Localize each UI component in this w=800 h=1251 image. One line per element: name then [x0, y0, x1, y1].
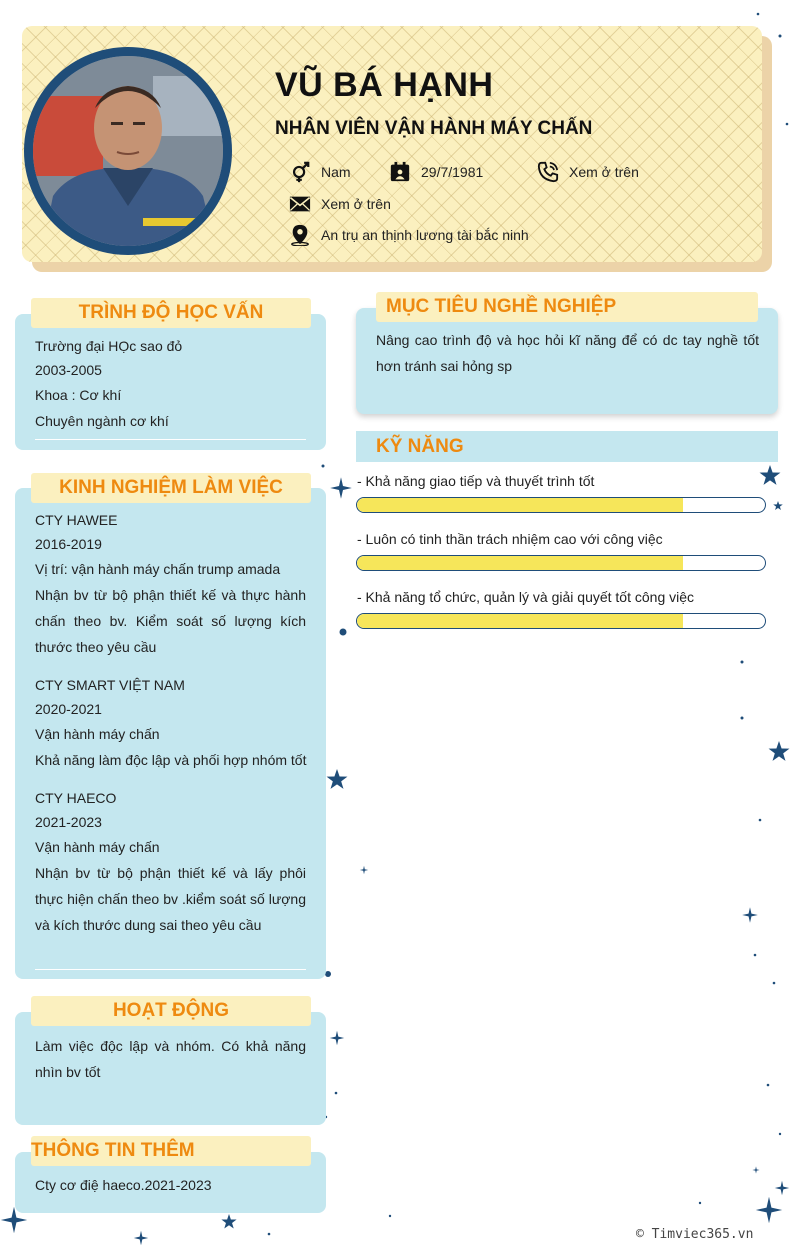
email-info: [289, 193, 391, 215]
phone-icon: [537, 161, 559, 183]
education-divider: [35, 439, 306, 440]
skill-name: - Luôn có tinh thần trách nhiệm cao với công việc: [357, 531, 663, 547]
skills-title: KỸ NĂNG: [356, 431, 778, 462]
experience-divider: [35, 969, 306, 970]
experience-period: 2020-2021: [35, 701, 102, 717]
candidate-name: VŨ BÁ HẠNH: [275, 66, 494, 104]
skill-bar: [356, 555, 766, 571]
experience-description: Nhận bv từ bộ phận thiết kế và thực hành chấn theo bv. Kiểm soát số lượng kích thước theo yêu cầu: [35, 587, 306, 655]
experience-period: 2021-2023: [35, 814, 102, 830]
address-value: An trụ an thịnh lương tài bắc ninh: [321, 227, 529, 243]
experience-company: CTY SMART VIỆT NAM: [35, 677, 185, 693]
skill-bar: [356, 497, 766, 513]
experience-company: CTY HAECO: [35, 790, 117, 806]
location-pin-icon: [289, 224, 311, 246]
education-major: Chuyên ngành cơ khí: [35, 413, 169, 429]
email-value: Xem ở trên: [321, 196, 391, 212]
activities-text: Làm việc độc lập và nhóm. Có khả năng nhìn bv tốt: [35, 1038, 306, 1080]
education-years: 2003-2005: [35, 362, 102, 378]
experience-position: Vị trí: vận hành máy chấn trump amada: [35, 561, 281, 577]
education-title: TRÌNH ĐỘ HỌC VẤN: [31, 298, 311, 328]
address-info: [289, 224, 529, 246]
birthday-info: [389, 161, 483, 183]
phone-info: [537, 161, 639, 183]
experience-title: KINH NGHIỆM LÀM VIỆC: [31, 473, 311, 503]
education-school: Trường đại HỌc sao đỏ: [35, 338, 183, 354]
gender-icon: [289, 161, 311, 183]
experience-description: Khả năng làm độc lập và phối hợp nhóm tốt: [35, 752, 307, 768]
profile-photo: [24, 47, 232, 255]
objective-title: MỤC TIÊU NGHỀ NGHIỆP: [376, 292, 758, 322]
experience-period: 2016-2019: [35, 536, 102, 552]
skill-bar: [356, 613, 766, 629]
additional-text: Cty cơ điệ haeco.2021-2023: [35, 1177, 212, 1193]
email-icon: [289, 193, 311, 215]
phone-value: Xem ở trên: [569, 164, 639, 180]
skill-name: - Khả năng giao tiếp và thuyết trình tốt: [357, 473, 595, 489]
birthday-value: 29/7/1981: [421, 164, 484, 180]
skill-level-fill: [357, 556, 683, 570]
activities-title: HOẠT ĐỘNG: [31, 996, 311, 1026]
additional-title: THÔNG TIN THÊM: [31, 1136, 311, 1166]
skill-level-fill: [357, 614, 683, 628]
skill-name: - Khả năng tổ chức, quản lý và giải quyết tốt công việc: [357, 589, 695, 605]
experience-description: Nhận bv từ bộ phận thiết kế và lấy phôi thực hiện chấn theo bv .kiểm soát số lượng và kích thước dung sai theo yêu cầu: [35, 865, 306, 933]
skill-level-fill: [357, 498, 683, 512]
experience-position: Vận hành máy chấn: [35, 839, 160, 855]
job-title: NHÂN VIÊN VẬN HÀNH MÁY CHẤN: [275, 118, 593, 139]
avatar-portrait: [33, 56, 223, 246]
experience-company: CTY HAWEE: [35, 512, 118, 528]
experience-position: Vận hành máy chấn: [35, 726, 160, 742]
gender-info: [289, 161, 351, 183]
education-faculty: Khoa : Cơ khí: [35, 387, 122, 403]
footer-watermark: © Timviec365.vn: [636, 1227, 754, 1242]
gender-value: Nam: [321, 164, 351, 180]
calendar-icon: [389, 161, 411, 183]
objective-text: Nâng cao trình độ và học hỏi kĩ năng để có dc tay nghề tốt hơn tránh sai hỏng sp: [376, 332, 759, 374]
